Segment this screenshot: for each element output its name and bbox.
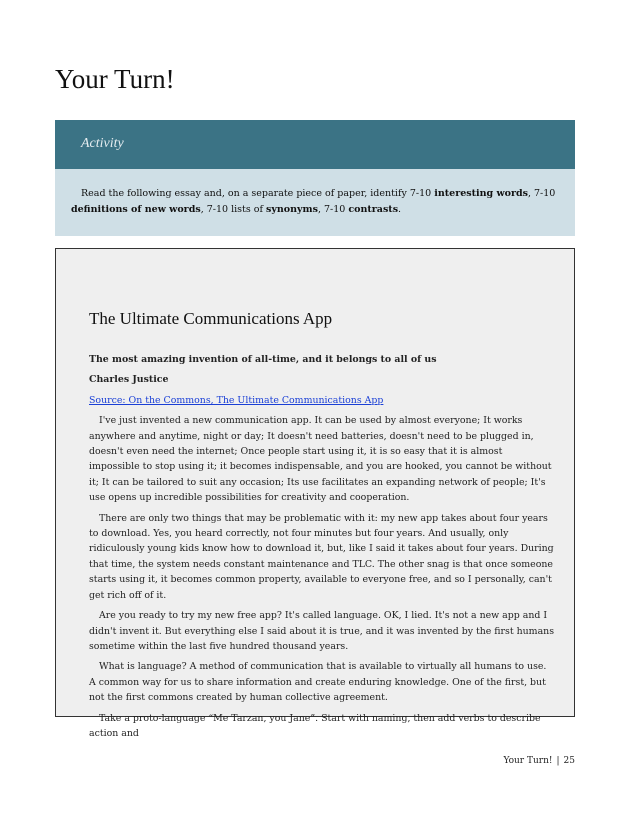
- instructions-bold-interesting-words: interesting words: [434, 188, 528, 199]
- activity-instructions: [71, 186, 559, 218]
- activity-header: [55, 120, 575, 169]
- essay-paragraph-1: I've just invented a new communication app. It can be used by almost everyone; It works anywhere and anytime, night or day; It doesn't need batteries, doesn't need to be plugged in, doesn't even need the internet; Once people start using it, it is so easy that it is almost impossible to stop using it; it becomes indispensable, and you are hooked, you cannot be without it; It can be tailored to suit any occasion; Its use facilitates an expanding network of people; It's use opens up incredible possibilities for creativity and cooperation.: [89, 415, 552, 504]
- essay-subtitle: The most amazing invention of all-time, and it belongs to all of us: [89, 354, 437, 365]
- instructions-bold-definitions: definitions of new words: [71, 204, 201, 215]
- essay-paragraph-3: Are you ready to try my new free app? It's called language. OK, I lied. It's not a new app and I didn't invent it. But everything else I said about it is true, and it was invented by the first humans sometime within the last five hundred thousand years.: [89, 610, 555, 652]
- instructions-text-1: Read the following essay and, on a separate piece of paper, identify 7-10: [81, 188, 435, 199]
- instructions-bold-synonyms: synonyms: [266, 204, 318, 215]
- footer-section: Your Turn!: [503, 756, 553, 766]
- instructions-text-4: , 7-10: [317, 204, 349, 215]
- source-link[interactable]: Source: On the Commons, The Ultimate Communications App: [89, 394, 384, 406]
- essay-paragraph-5: Take a proto-language “Me Tarzan, you Jane”. Start with naming, then add verbs to describe action and: [89, 712, 541, 739]
- page-title: Your Turn!: [55, 64, 175, 94]
- instructions-text-3: , 7-10 lists of: [200, 204, 267, 215]
- activity-title: Activity: [81, 136, 124, 151]
- essay-paragraph-2: There are only two things that may be problematic with it: my new app takes about four years to download. Yes, you heard correctly, not four minutes but four years. And usually, only ridiculously young kids know how to download it, but, like I said it takes about four years. During that time, the system needs constant maintenance and TLC. The other snag is that once someone starts using it, it becomes common property, available to everyone free, and so I personally, can't get rich off of it.: [89, 512, 554, 601]
- essay-source: [89, 393, 554, 408]
- essay-title: The Ultimate Communications App: [89, 309, 333, 328]
- footer-separator: |: [556, 756, 560, 766]
- activity-body: [55, 169, 575, 236]
- page-footer: [503, 756, 575, 766]
- instructions-text-5: .: [398, 204, 402, 215]
- essay-box: [55, 248, 575, 739]
- instructions-text-2: , 7-10: [527, 188, 556, 199]
- essay-author: Charles Justice: [89, 374, 169, 386]
- essay-content: [89, 352, 554, 746]
- instructions-bold-contrasts: contrasts: [348, 204, 399, 215]
- essay-paragraph-4: What is language? A method of communication that is available to virtually all humans to use. A common way for us to share information and create enduring knowledge. One of the first, but not the first commons created by human collective agreement.: [89, 661, 547, 704]
- footer-page-number: 25: [563, 756, 575, 766]
